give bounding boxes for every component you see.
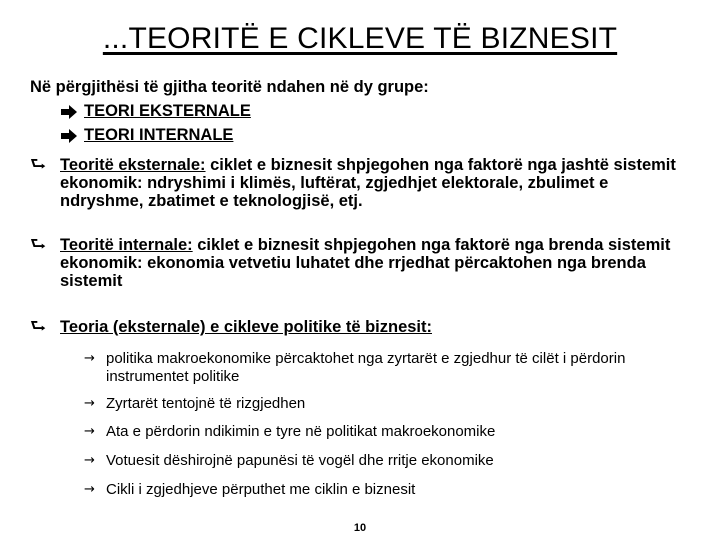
page-number: 10 [353, 522, 367, 534]
arrow-icon: → [84, 424, 95, 439]
list-item-text: Ata e përdorin ndikimin e tyre në politikat makroekonomike [106, 423, 496, 440]
curved-arrow-icon: ⮑ [30, 154, 47, 175]
group-item-internal [60, 126, 233, 145]
list-item [84, 423, 684, 441]
list-item [84, 452, 684, 470]
list-item [84, 481, 684, 499]
bullet-political-cycle [30, 318, 680, 336]
arrow-right-icon [60, 129, 78, 143]
intro-text: Në përgjithësi të gjitha teoritë ndahen në dy grupe: [30, 78, 429, 96]
group-label: TEORI INTERNALE [84, 126, 234, 144]
arrow-icon: → [84, 482, 95, 497]
list-item-text: politika makroekonomike përcaktohet nga zyrtarët e zgjedhur të cilët i përdorin instrumentet politike [106, 350, 626, 385]
arrow-icon: → [84, 351, 95, 366]
list-item [84, 350, 684, 386]
curved-arrow-icon: ⮑ [30, 234, 47, 255]
curved-arrow-icon: ⮑ [30, 316, 47, 337]
list-item-text: Votuesit dëshirojnë papunësi të vogël dhe rritje ekonomike [106, 452, 494, 469]
bullet-external-theories [30, 156, 680, 210]
bullet-term: Teoria (eksternale) e cikleve politike të biznesit: [60, 318, 432, 336]
arrow-right-icon [60, 105, 78, 119]
bullet-internal-theories [30, 236, 680, 290]
group-item-external [60, 102, 251, 121]
arrow-icon: → [84, 453, 95, 468]
bullet-text: ciklet e biznesit shpjegohen nga faktorë nga brenda sistemit ekonomik: ekonomia vetvetiu luhatet dhe rrjedhat përcaktohen nga brenda sistemit [60, 236, 671, 290]
arrow-icon: → [84, 396, 95, 411]
list-item-text: Zyrtarët tentojnë të rizgjedhen [106, 395, 306, 412]
bullet-text: ciklet e biznesit shpjegohen nga faktorë nga jashtë sistemit ekonomik: ndryshimi i klimës, luftërat, zgjedhjet elektorale, zbulimet e ndryshme, zbatimet e teknologjisë, etj. [60, 156, 676, 210]
group-label: TEORI EKSTERNALE [84, 102, 251, 120]
bullet-term: Teoritë eksternale: [60, 156, 206, 174]
bullet-term: Teoritë internale: [60, 236, 193, 254]
list-item-text: Cikli i zgjedhjeve përputhet me ciklin e biznesit [106, 481, 416, 498]
slide-title: ...TEORITË E CIKLEVE TË BIZNESIT [102, 22, 618, 55]
list-item [84, 395, 684, 413]
